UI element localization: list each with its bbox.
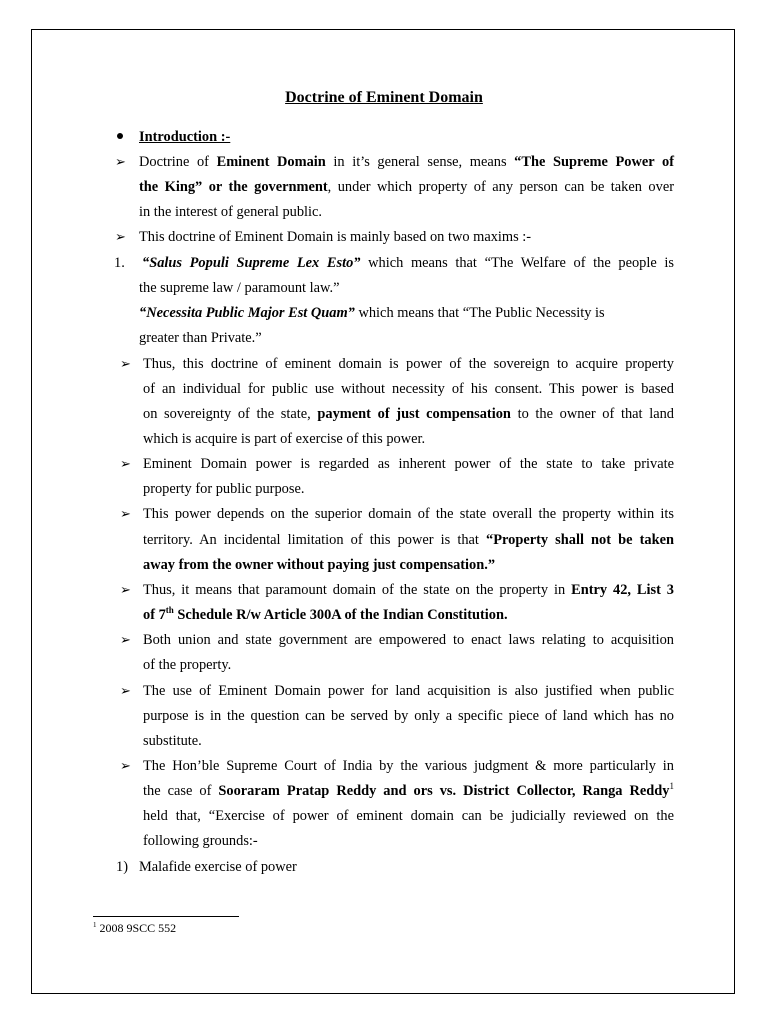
p5-line-2: territory. An incidental limitation of this power is that “Property shall not be taken bbox=[143, 532, 674, 548]
p3-line-1: Thus, this doctrine of eminent domain is power of the sovereign to acquire property bbox=[143, 356, 674, 372]
arrow-bullet-icon: ➢ bbox=[120, 632, 131, 647]
intro-heading: Introduction :- bbox=[139, 129, 231, 145]
arrow-bullet-icon: ➢ bbox=[115, 229, 126, 244]
p3-line-4: which is acquire is part of exercise of this power. bbox=[143, 431, 426, 447]
footnote-separator bbox=[93, 916, 239, 917]
p9-line-2: the case of Sooraram Pratap Reddy and ors vs. District Collector, Ranga Reddy$^1$ bbox=[143, 781, 674, 799]
p8-line-3: substitute. bbox=[143, 733, 202, 749]
maxim-number: 1. bbox=[114, 255, 125, 271]
item1-text: Malafide exercise of power bbox=[139, 859, 297, 875]
arrow-bullet-icon: ➢ bbox=[120, 456, 131, 471]
p1-line-2: the King” or the government, under which property of any person can be taken over bbox=[139, 179, 674, 195]
p6-line-2: of 7th Schedule R/w Article 300A of the Indian Constitution. bbox=[143, 605, 508, 623]
arrow-bullet-icon: ➢ bbox=[120, 683, 131, 698]
maxim2-line-1: “Necessita Public Major Est Quam” which means that “The Public Necessity is bbox=[139, 305, 605, 321]
item-number: 1) bbox=[116, 859, 128, 875]
footnote: $^1$ 2008 9SCC 552 bbox=[93, 921, 177, 935]
bullet-icon bbox=[117, 133, 123, 139]
p3-line-2: of an individual for public use without necessity of his consent. This power is based bbox=[143, 381, 674, 397]
p5-line-1: This power depends on the superior domain of the state overall the property within its bbox=[143, 506, 674, 522]
p5-line-3: away from the owner without paying just compensation.” bbox=[143, 557, 496, 573]
p6-line-1: Thus, it means that paramount domain of the state on the property in Entry 42, List 3 bbox=[143, 582, 674, 598]
p3-line-3: on sovereignty of the state, payment of just compensation to the owner of that land bbox=[143, 406, 674, 422]
maxim1-line-2: the supreme law / paramount law.” bbox=[139, 280, 340, 296]
p7-line-2: of the property. bbox=[143, 657, 232, 673]
maxim1-line-1: “Salus Populi Supreme Lex Esto” which means that “The Welfare of the people is bbox=[142, 255, 674, 271]
p9-line-4: following grounds:- bbox=[143, 833, 258, 849]
p8-line-1: The use of Eminent Domain power for land acquisition is also justified when public bbox=[143, 683, 674, 699]
arrow-bullet-icon: ➢ bbox=[115, 154, 126, 169]
document-title: Doctrine of Eminent Domain bbox=[285, 89, 483, 106]
arrow-bullet-icon: ➢ bbox=[120, 356, 131, 371]
arrow-bullet-icon: ➢ bbox=[120, 582, 131, 597]
p7-line-1: Both union and state government are empowered to enact laws relating to acquisition bbox=[143, 632, 674, 648]
p1-line-1: Doctrine of Eminent Domain in it’s general sense, means “The Supreme Power of bbox=[139, 154, 675, 170]
p9-line-1: The Hon’ble Supreme Court of India by the various judgment & more particularly in bbox=[143, 758, 674, 774]
p4-line-1: Eminent Domain power is regarded as inherent power of the state to take private bbox=[143, 456, 674, 472]
p4-line-2: property for public purpose. bbox=[143, 481, 305, 497]
p9-line-3: held that, “Exercise of power of eminent domain can be judicially reviewed on the bbox=[143, 808, 674, 824]
p1-line-3: in the interest of general public. bbox=[139, 204, 323, 220]
arrow-bullet-icon: ➢ bbox=[120, 758, 131, 773]
maxim2-line-2: greater than Private.” bbox=[139, 330, 262, 346]
arrow-bullet-icon: ➢ bbox=[120, 506, 131, 521]
p2-line-1: This doctrine of Eminent Domain is mainly based on two maxims :- bbox=[139, 229, 532, 245]
p8-line-2: purpose is in the question can be served by only a specific piece of land which has no bbox=[143, 708, 674, 724]
